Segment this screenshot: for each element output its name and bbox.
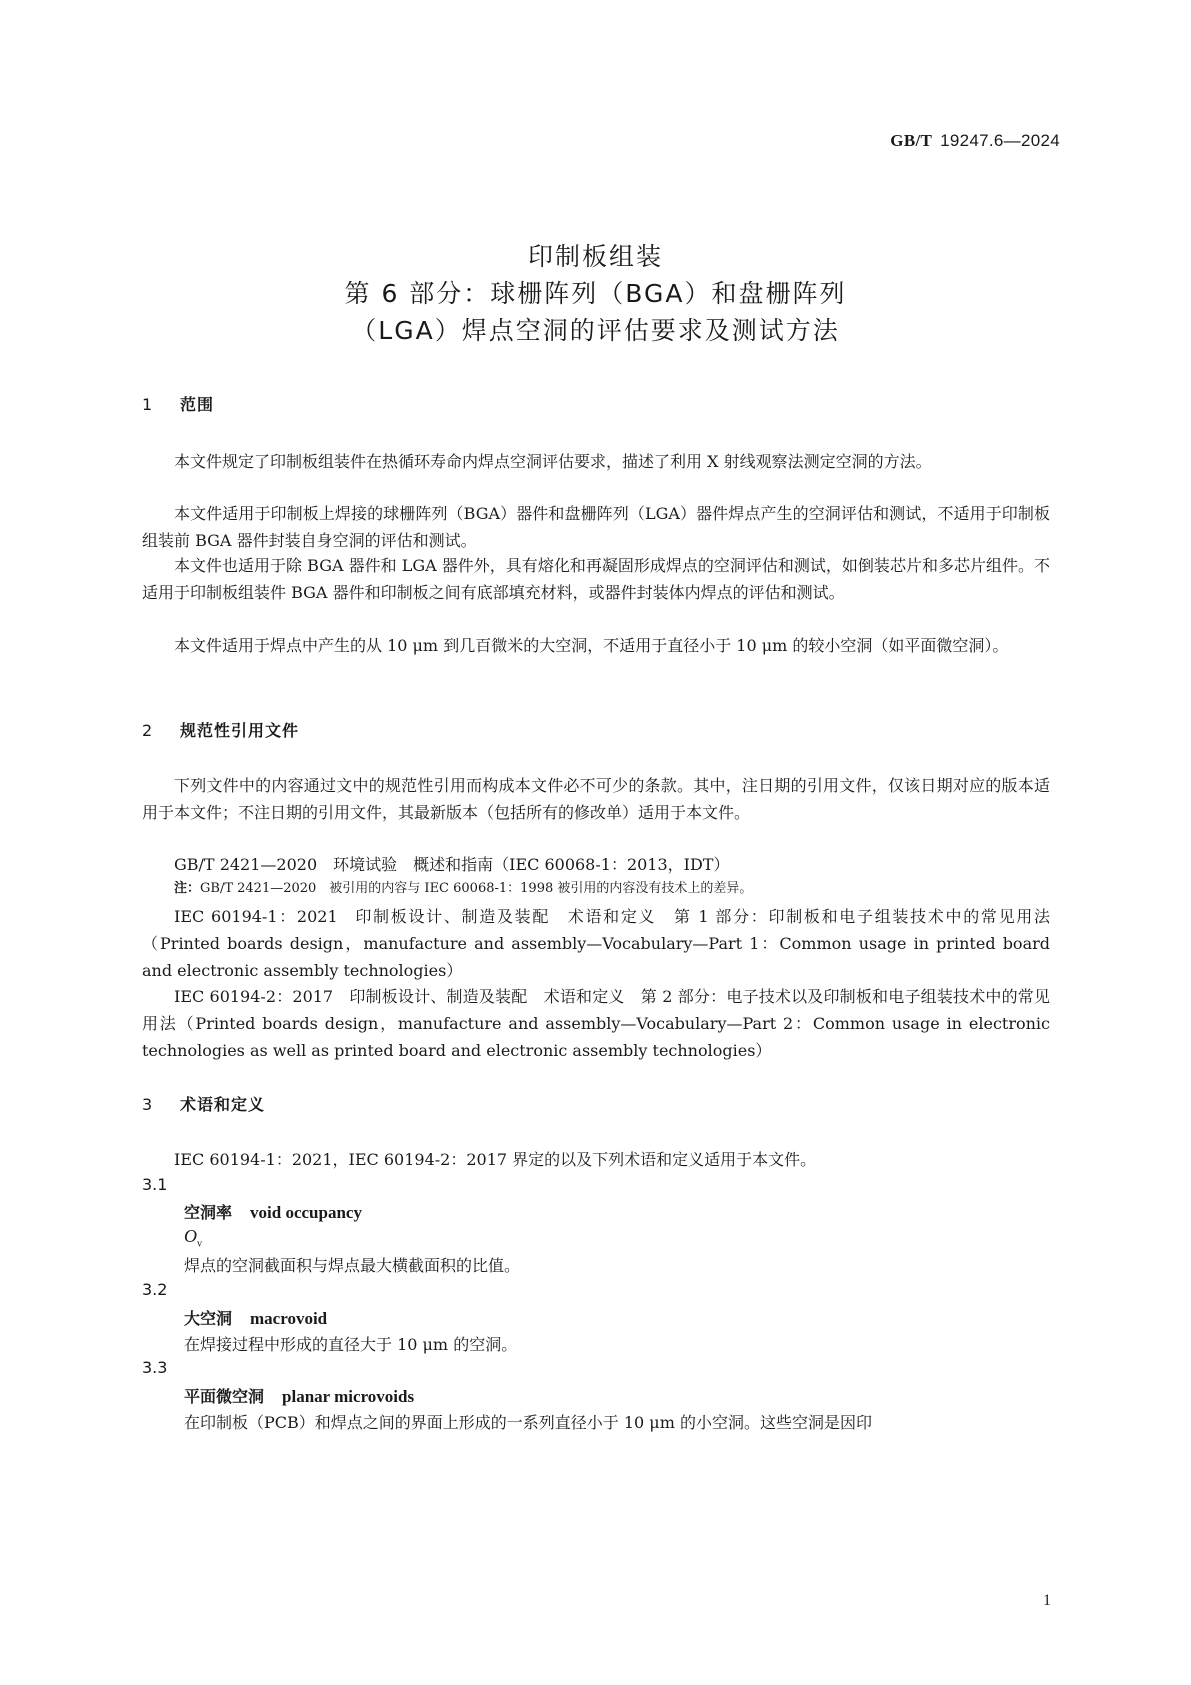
term-name-cn: 空洞率 [184, 1203, 233, 1222]
section-title: 规范性引用文件 [180, 721, 300, 740]
reference-item-3 [142, 983, 1050, 1064]
title-line-3: （LGA）焊点空洞的评估要求及测试方法 [351, 316, 840, 345]
symbol-subscript: v [197, 1238, 202, 1250]
section-2-paragraph-1: 下列文件中的内容通过文中的规范性引用而构成本文件必不可少的条款。其中，注日期的引用文件，仅该日期对应的版本适用于本文件；不注日期的引用文件，其最新版本（包括所有的修改单）适用于本文件。 [142, 776, 1050, 822]
document-title [0, 238, 1191, 349]
section-3-heading [142, 1092, 265, 1115]
section-1-paragraph-2: 本文件适用于印制板上焊接的球栅阵列（BGA）器件和盘栅阵列（LGA）器件焊点产生的空洞评估和测试，不适用于印制板组装前 BGA 器件封装自身空洞的评估和测试。 [142, 504, 1050, 550]
section-number: 2 [142, 721, 154, 740]
note-text: GB/T 2421—2020 被引用的内容与 IEC 60068-1：1998 被引用的内容没有技术上的差异。 [200, 881, 753, 896]
term-3-3-name [184, 1384, 414, 1407]
title-line-1: 印制板组装 [527, 242, 663, 271]
reference-code: IEC 60194-1：2021 [174, 907, 338, 926]
term-name-en: planar microvoids [282, 1387, 415, 1406]
section-1-heading [142, 392, 214, 415]
section-3-intro: IEC 60194-1：2021，IEC 60194-2：2017 界定的以及下列术语和定义适用于本文件。 [174, 1150, 817, 1169]
symbol-main: O [184, 1226, 197, 1246]
term-name-cn: 平面微空洞 [184, 1387, 265, 1406]
section-1-paragraph-1: 本文件规定了印制板组装件在热循环寿命内焊点空洞评估要求，描述了利用 X 射线观察法测定空洞的方法。 [174, 452, 932, 471]
reference-title: 印制板设计、制造及装配 术语和定义 第 1 部分：印制板和电子组装技术中的常见用法（Printed boards design，manufacture and assembly—Vocabulary—Part 1：Common usage in printed board and electronic assembly technologies） [142, 907, 1050, 980]
term-3-1-symbol [184, 1226, 202, 1250]
standard-number: 19247.6—2024 [940, 131, 1060, 150]
reference-code: GB/T 2421—2020 [174, 855, 318, 874]
page-number: 1 [1043, 1592, 1051, 1609]
section-number: 3 [142, 1095, 154, 1114]
reference-item-1 [142, 851, 1050, 878]
section-title: 术语和定义 [180, 1095, 266, 1114]
term-3-2-name [184, 1306, 327, 1329]
term-3-1-name [184, 1200, 362, 1223]
section-1-paragraph-4: 本文件适用于焊点中产生的从 10 μm 到几百微米的大空洞，不适用于直径小于 10 μm 的较小空洞（如平面微空洞）。 [174, 636, 1009, 655]
reference-note [174, 878, 1050, 900]
term-number-3-3: 3.3 [142, 1358, 168, 1377]
section-2-heading [142, 718, 299, 741]
term-number-3-2: 3.2 [142, 1280, 168, 1299]
section-1-paragraph-3: 本文件也适用于除 BGA 器件和 LGA 器件外，具有熔化和再凝固形成焊点的空洞评估和测试，如倒装芯片和多芯片组件。不适用于印制板组装件 BGA 器件和印制板之间有底部填充材料，或器件封装体内焊点的评估和测试。 [142, 556, 1050, 602]
term-name-en: void occupancy [250, 1203, 362, 1222]
standard-code [890, 131, 1060, 151]
section-number: 1 [142, 395, 154, 414]
term-name-en: macrovoid [250, 1309, 328, 1328]
term-3-2-definition: 在焊接过程中形成的直径大于 10 μm 的空洞。 [184, 1335, 518, 1354]
reference-code: IEC 60194-2：2017 [174, 987, 334, 1006]
reference-title: 印制板设计、制造及装配 术语和定义 第 2 部分：电子技术以及印制板和电子组装技术中的常见用法（Printed boards design，manufacture and assembly—Vocabulary—Part 2：Common usage in electronic technologies as well as printed board and electronic assembly technologies） [142, 987, 1050, 1060]
term-name-cn: 大空洞 [184, 1309, 233, 1328]
reference-item-2 [142, 903, 1050, 984]
term-number-3-1: 3.1 [142, 1175, 168, 1194]
term-3-3-definition: 在印制板（PCB）和焊点之间的界面上形成的一系列直径小于 10 μm 的小空洞。这些空洞是因印 [184, 1413, 872, 1432]
standard-prefix: GB/T [890, 131, 933, 150]
title-line-2: 第 6 部分：球栅阵列（BGA）和盘栅阵列 [344, 279, 847, 308]
reference-title: 环境试验 概述和指南（IEC 60068-1：2013，IDT） [333, 855, 730, 874]
term-3-1-definition: 焊点的空洞截面积与焊点最大横截面积的比值。 [184, 1256, 521, 1275]
section-title: 范围 [180, 395, 215, 414]
note-label: 注： [174, 881, 201, 896]
